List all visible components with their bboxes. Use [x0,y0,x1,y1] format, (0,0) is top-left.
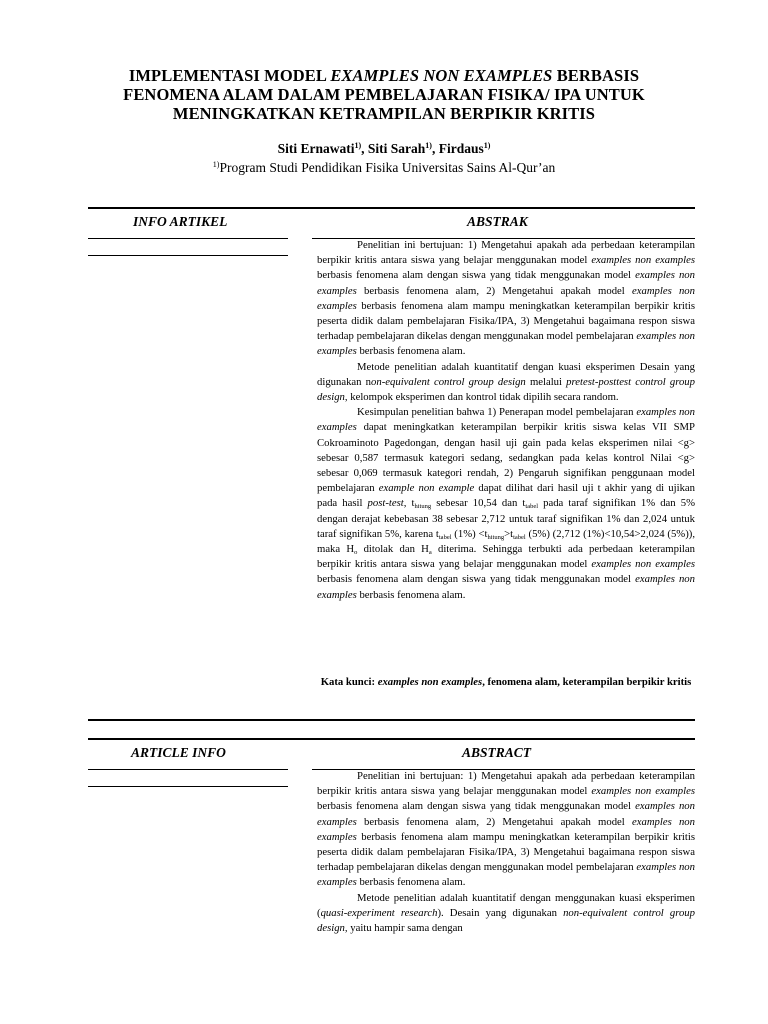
abstract-body [317,769,695,936]
title-line-3: MENINGKATKAN KETRAMPILAN BERPIKIR KRITIS [172,104,596,123]
header-divider [88,238,288,239]
title-line-1: IMPLEMENTASI MODEL EXAMPLES NON EXAMPLES BERBASIS [128,66,640,85]
abstrak-paragraph-3: Kesimpulan penelitian bahwa 1) Penerapan model pembelajaran examples non examples dapat meningkatkan keterampilan berpikir kritis siswa kelas VII SMP Cokroaminoto Pagedongan, dengan hasil uji gain pada kelas eksperimen nilai <g> sebesar 0,587 termasuk kategori sedang, sedangkan pada kelas kontrol Nilai <g> sebesar 0,069 termasuk kategori rendah, 2) Pengaruh signifikan penggunaan model pembelajaran example non example dapat dilihat dari hasil uji t akhir yang di ujikan pada hasil post-test, $t_{hitung}$ sebesar 10,54 dan $t_{tabel}$ pada taraf signifikan 1% dan 5% dengan derajat kebebasan 38 sebesar 2,712 untuk taraf signifikan 1% dan 2,024 untuk taraf signifikan 5%, karena $t_{tabel}$ $(1\%) <t_{hitung}>t_{tabel}$ (5%) (2,712 (1%)<10,54>2,024 (5%)), maka $H_o$ ditolak dan $H_a$ diterima. Sehingga terbukti ada perbedaan keterampilan berpikir kritis antara siswa yang belajar menggunakan model examples non examples berbasis fenomena alam dengan siswa yang tidak menggunakan model examples non examples berbasis fenomena alam. [317,406,696,601]
info-divider [88,255,288,256]
author-list: Siti Ernawati$^{1)}$, Siti Sarah$^{1)}$, Firdaus$^{1)}$ [277,141,491,156]
section-top-rule [88,207,695,209]
abstract-paragraph-1: Penelitian ini bertujuan: 1) Mengetahui apakah ada perbedaan keterampilan berpikir kritis antara siswa yang belajar menggunakan model examples non examples berbasis fenomena alam dengan siswa yang tidak menggunakan model examples non examples berbasis fenomena alam, 2) Mengetahui apakah model examples non examples berbasis fenomena alam mampu meningkatkan keterampilan berpikir kritis peserta didik dalam pembelajaran Fisika/IPA, 3) Mengetahui bagaimana respon siswa terhadap pembelajaran dikelas dengan menggunakan model pembelajaran examples non examples berbasis fenomena alam. [317,770,696,889]
abstract-heading: ABSTRACT [462,745,532,760]
header-divider [88,769,288,770]
info-divider [88,786,288,787]
abstrak-body [317,238,695,603]
info-artikel-heading: INFO ARTIKEL [133,214,228,229]
title-line-2: FENOMENA ALAM DALAM PEMBELAJARAN FISIKA/ IPA UNTUK [123,85,645,104]
affiliation: $^{1)}$Program Studi Pendidikan Fisika Universitas Sains Al-Qur’an [212,160,556,175]
section-bottom-rule [88,719,695,721]
abstract-paragraph-2: Metode penelitian adalah kuantitatif dengan menggunakan kuasi eksperimen (quasi-experiment research). Desain yang digunakan non-equivalent control group design, yaitu hampir sama dengan [317,891,695,935]
paper-title [60,66,708,123]
abstrak-paragraph-1: Penelitian ini bertujuan: 1) Mengetahui apakah ada perbedaan keterampilan berpikir kritis antara siswa yang belajar menggunakan model examples non examples berbasis fenomena alam dengan siswa yang tidak menggunakan model examples non examples berbasis fenomena alam, 2) Mengetahui apakah model examples non examples berbasis fenomena alam mampu meningkatkan keterampilan berpikir kritis peserta didik dalam pembelajaran Fisika/IPA, 3) Mengetahui bagaimana respon siswa terhadap pembelajaran dikelas dengan menggunakan model pembelajaran examples non examples berbasis fenomena alam. [317,239,696,358]
abstrak-heading: ABSTRAK [467,214,528,229]
kata-kunci: Kata kunci: examples non examples, fenomena alam, keterampilan berpikir kritis [320,676,692,688]
abstrak-paragraph-2: Metode penelitian adalah kuantitatif dengan kuasi eksperimen Desain yang digunakan non-equivalent control group design melalui pretest-posttest control group design, kelompok eksperimen dan kontrol tidak dipilih secara random. [317,360,695,404]
section-top-rule [88,738,695,740]
article-info-heading: ARTICLE INFO [131,745,226,760]
